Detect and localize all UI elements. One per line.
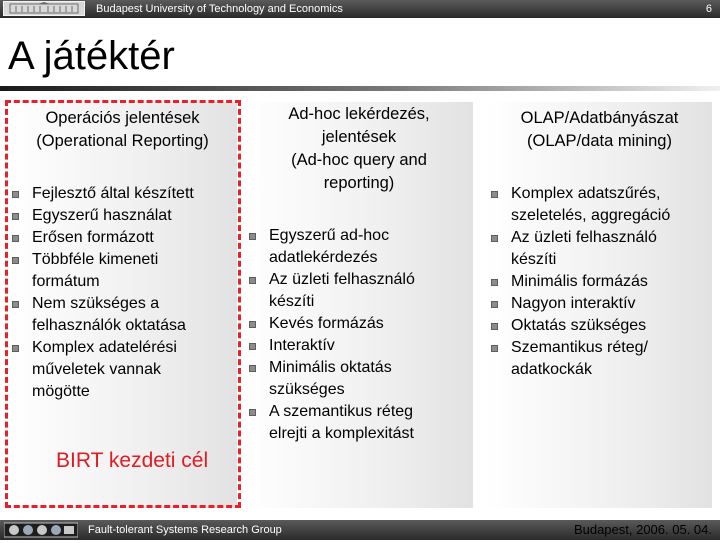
square-bullet-icon [249,321,256,328]
column-heading-text: OLAP/Adatbányászat (OLAP/data mining) [520,109,679,150]
list-item-text: Az üzleti felhasználó készíti [511,229,657,268]
page-number: 6 [705,3,712,15]
list-item [487,293,712,315]
square-bullet-icon [249,277,256,284]
list-item [487,271,712,293]
square-bullet-icon [491,323,498,330]
list-item [245,269,473,313]
university-building-logo-icon [3,1,85,16]
list-item [487,315,712,337]
list-item [8,249,233,293]
column-heading-operational [8,107,237,153]
research-group-name: Fault-tolerant Systems Research Group [88,524,282,536]
slide-title: A játéktér [8,34,175,78]
list-item-text: Komplex adatszűrés, szeletelés, aggregáció [511,185,671,224]
square-bullet-icon [12,191,19,198]
column-heading-text: Ad-hoc lekérdezés, jelentések (Ad-hoc query and reporting) [288,105,430,192]
list-item [245,225,473,269]
square-bullet-icon [12,213,19,220]
square-bullet-icon [12,235,19,242]
column-heading-text: Operációs jelentések (Operational Reporting) [36,109,209,150]
list-item-text: Többféle kimeneti formátum [32,251,159,290]
square-bullet-icon [491,235,498,242]
square-bullet-icon [249,233,256,240]
list-item-text: Nem szükséges a felhasználók oktatása [32,295,186,334]
list-item-text: Interaktív [269,337,335,354]
list-item [8,337,233,403]
column-heading-adhoc [245,103,473,195]
list-item-text: Minimális formázás [511,273,648,290]
list-item-text: Kevés formázás [269,315,384,332]
list-item-text: Szemantikus réteg/ adatkockák [511,339,648,378]
list-item-text: Az üzleti felhasználó készíti [269,271,415,310]
list-item [8,293,233,337]
square-bullet-icon [249,365,256,372]
presentation-date: Budapest, 2006. 05. 04. [573,522,712,537]
list-item [487,227,712,271]
ftsrg-logo-icon [4,522,78,538]
institution-name: Budapest University of Technology and Economics [96,3,343,15]
list-item-text: Oktatás szükséges [511,317,647,334]
square-bullet-icon [12,301,19,308]
list-item-text: Komplex adatelérési műveletek vannak mögötte [32,339,177,400]
list-item-text: Erősen formázott [32,229,154,246]
list-item-text: Egyszerű ad-hoc adatlekérdezés [269,227,390,266]
square-bullet-icon [491,301,498,308]
square-bullet-icon [12,345,19,352]
list-item [8,227,233,249]
list-item [8,205,233,227]
square-bullet-icon [249,409,256,416]
list-item-text: Nagyon interaktív [511,295,636,312]
column-heading-olap [487,107,712,153]
square-bullet-icon [491,191,498,198]
square-bullet-icon [249,343,256,350]
list-item [245,335,473,357]
list-item [487,183,712,227]
list-item-text: A szemantikus réteg elrejti a komplexitást [269,403,414,442]
birt-goal-note: BIRT kezdeti cél [56,449,209,472]
adhoc-feature-list [245,225,473,445]
square-bullet-icon [491,279,498,286]
header-bar [0,0,720,18]
square-bullet-icon [491,345,498,352]
list-item [245,313,473,335]
list-item-text: Fejlesztő által készített [32,185,194,202]
square-bullet-icon [12,257,19,264]
list-item-text: Minimális oktatás szükséges [269,359,392,398]
list-item [245,401,473,445]
list-item [8,183,233,205]
list-item [245,357,473,401]
operational-feature-list [8,183,233,403]
list-item-text: Egyszerű használat [32,207,172,224]
list-item [487,337,712,381]
olap-feature-list [487,183,712,381]
title-divider [0,86,720,91]
